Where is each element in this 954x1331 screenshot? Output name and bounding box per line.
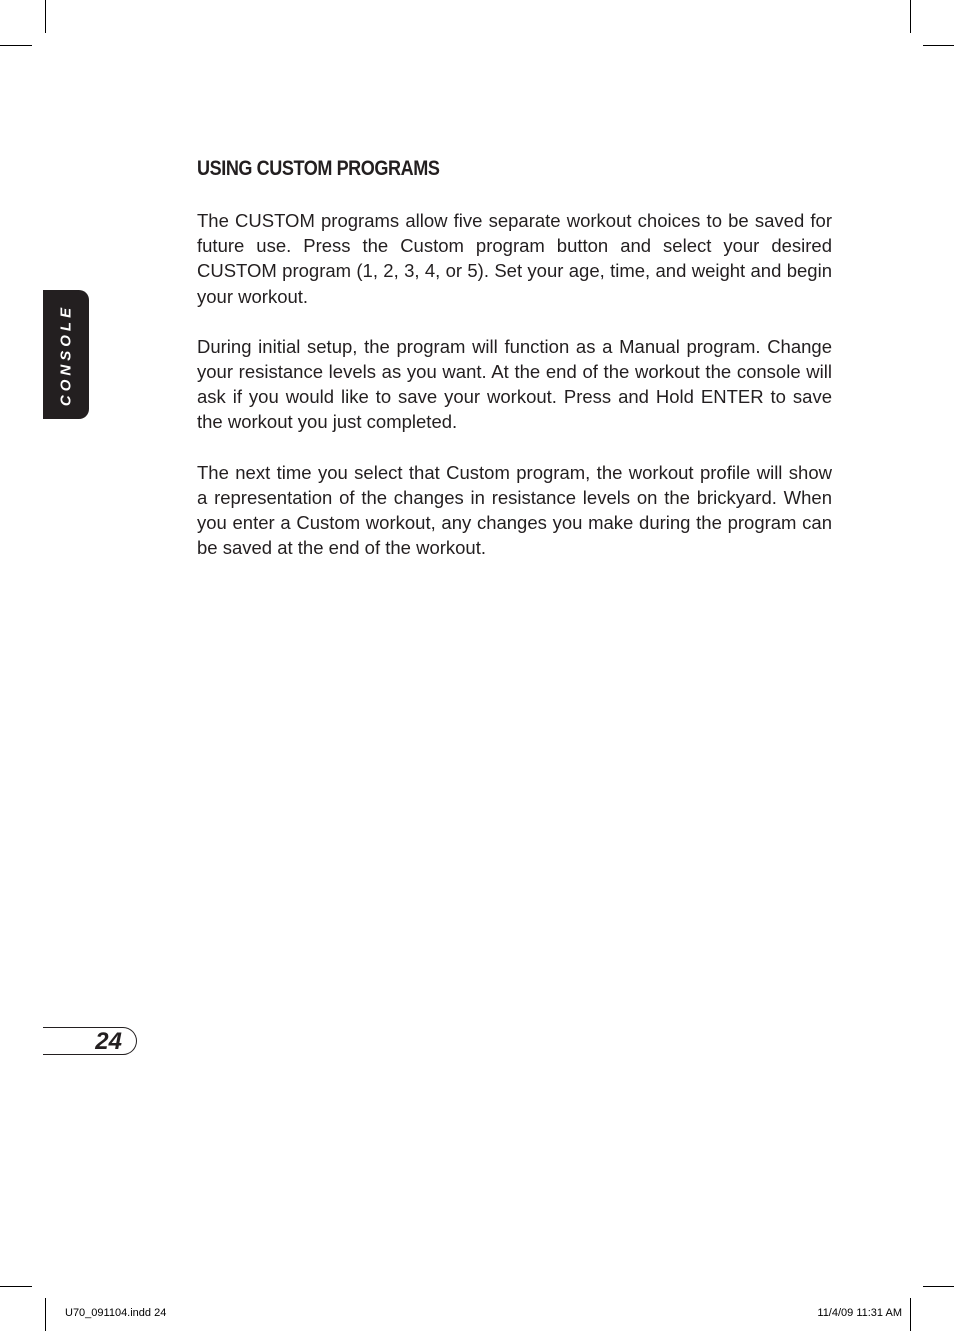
crop-mark-top-left-horizontal <box>0 45 32 46</box>
crop-mark-bottom-right-horizontal <box>923 1286 954 1287</box>
crop-mark-top-right-horizontal <box>923 45 954 46</box>
crop-mark-bottom-left-horizontal <box>0 1286 32 1287</box>
crop-mark-bottom-right-vertical <box>910 1298 911 1331</box>
section-title: USING CUSTOM PROGRAMS <box>197 157 440 180</box>
crop-mark-bottom-left-vertical <box>45 1298 46 1331</box>
crop-mark-top-right-vertical <box>910 0 911 33</box>
paragraph-custom-programs: The CUSTOM programs allow five separate workout choices to be saved for future use. Press the Custom program button and select your desired CUSTOM program (1, 2, 3, 4, or 5). Set your age, time, and weight and begin your workout. <box>197 210 832 307</box>
paragraph-next-time: The next time you select that Custom program, the workout profile will show a representation of the changes in resistance levels on the brickyard. When you enter a Custom workout, any changes you make during the program can be saved at the end of the workout. <box>197 461 832 559</box>
page-number: 24 <box>95 1028 122 1055</box>
crop-mark-top-left-vertical <box>45 0 46 33</box>
section-side-tab <box>43 290 89 419</box>
main-content <box>197 156 832 585</box>
side-tab-label: CONSOLE <box>57 303 75 406</box>
page-number-tab <box>43 1027 137 1055</box>
slug-date-time: 11/4/09 11:31 AM <box>817 1307 902 1319</box>
paragraph-initial-setup: During initial setup, the program will function as a Manual program. Change your resistance levels as you want. At the end of the workout the console will ask if you would like to save your workout. Press and Hold ENTER to save the workout you just completed. <box>197 335 832 433</box>
slug-file-name: U70_091104.indd 24 <box>65 1307 167 1319</box>
